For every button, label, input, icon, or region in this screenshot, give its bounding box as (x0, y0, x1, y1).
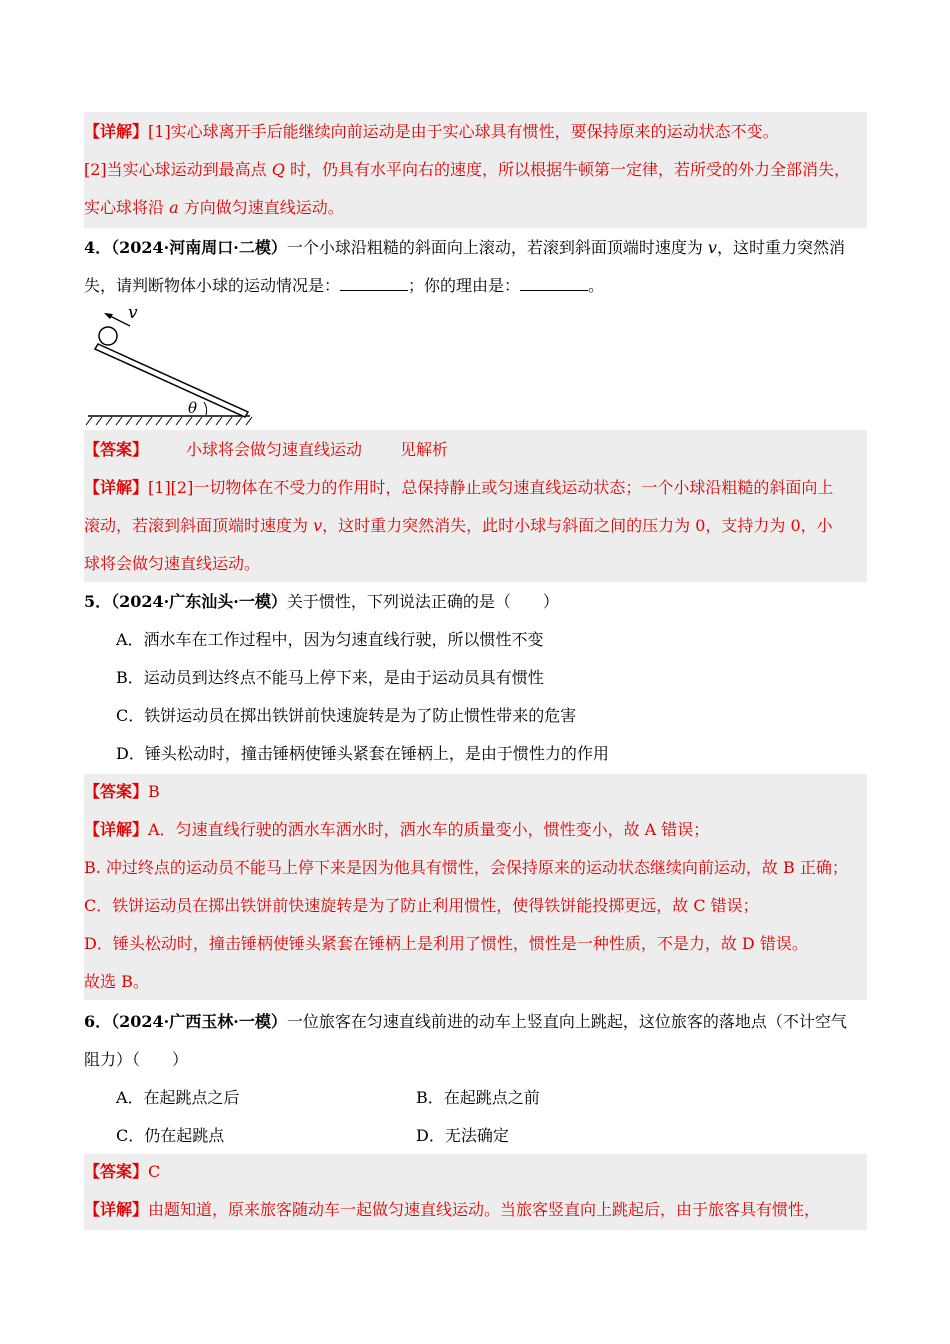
question-text: ；你的理由是： (408, 276, 521, 295)
angle-arc (204, 402, 207, 415)
question-text: 。 (588, 276, 605, 295)
detail-text: 球将会做匀速直线运动。 (84, 554, 261, 573)
detail-text: A．匀速直线行驶的洒水车洒水时，洒水车的质量变小，惯性变小，故 A 错误； (148, 820, 710, 839)
q6-option-b[interactable]: B．在起跳点之前 (416, 1088, 540, 1107)
q6-option-d[interactable]: D．无法确定 (416, 1126, 509, 1145)
variable-v: v (313, 516, 323, 535)
q6-stem-line-2: 阻力）（ ） (84, 1050, 189, 1069)
question-number: 6． (84, 1012, 112, 1031)
q5-detail-line-3: C．铁饼运动员在掷出铁饼前快速旋转是为了防止利用惯性，使得铁饼能投掷更远，故 C 错误； (84, 896, 759, 915)
q5-option-c[interactable]: C．铁饼运动员在掷出铁饼前快速旋转是为了防止惯性带来的危害 (116, 706, 577, 725)
ground-hatching (86, 417, 252, 425)
q6-stem-line-1 (84, 1010, 847, 1034)
question-source: （2024·广西玉林·一模） (111, 1012, 287, 1031)
q5-stem (84, 590, 559, 614)
question-source: （2024·广东汕头·一模） (111, 592, 287, 611)
q4-detail-line-1 (84, 476, 833, 500)
answer-tag: 【答案】 (84, 782, 149, 801)
q5-detail-line-1 (84, 818, 709, 842)
prev-detail-line-3 (84, 196, 344, 220)
detail-text: [1][2]一切物体在不受力的作用时，总保持静止或匀速直线运动状态；一个小球沿粗糙的斜面向上 (148, 478, 834, 497)
velocity-arrowhead (104, 313, 113, 319)
question-text: ，这时重力突然消 (716, 238, 845, 257)
q6-detail-line-1 (84, 1198, 820, 1222)
prev-detail-line-2 (84, 158, 850, 182)
q4-stem-line-2 (84, 274, 604, 298)
answer-tag: 【答案】 (84, 1162, 149, 1181)
prev-detail-block (84, 112, 867, 228)
detail-text: 实心球将沿 (84, 198, 170, 217)
question-text: 失，请判断物体小球的运动情况是： (84, 276, 341, 295)
question-text: 关于惯性，下列说法正确的是（ ） (286, 592, 559, 611)
detail-tag: 【详解】 (84, 1200, 149, 1219)
question-text: 一位旅客在匀速直线前进的动车上竖直向上跳起，这位旅客的落地点（不计空气 (286, 1012, 847, 1031)
q6-answer-line (84, 1160, 160, 1184)
detail-text: [1]实心球离开手后能继续向前运动是由于实心球具有惯性，要保持原来的运动状态不变。 (148, 122, 779, 141)
question-4 (84, 232, 867, 296)
q6-option-c[interactable]: C．仍在起跳点 (116, 1126, 225, 1145)
question-source: （2024·河南周口·二模） (111, 238, 287, 257)
q6-answer-block (84, 1154, 867, 1230)
q5-answer-block (84, 774, 867, 1000)
angle-label: θ (188, 399, 198, 417)
q4-answer-block (84, 430, 867, 582)
ball (99, 327, 117, 345)
answer-text-1: 小球将会做匀速直线运动 (186, 440, 363, 459)
q5-option-b[interactable]: B．运动员到达终点不能马上停下来，是由于运动员具有惯性 (116, 668, 544, 687)
q4-answer-line (84, 438, 448, 462)
q5-detail-line-4: D．锤头松动时，撞击锤柄使锤头紧套在锤柄上是利用了惯性，惯性是一种性质，不是力，故 D 错误。 (84, 934, 808, 953)
detail-text: 由题知道，原来旅客随动车一起做匀速直线运动。当旅客竖直向上跳起后，由于旅客具有惯性， (148, 1200, 821, 1219)
detail-text: 滚动，若滚到斜面顶端时速度为 (84, 516, 314, 535)
q4-detail-line-3 (84, 552, 260, 576)
q6-option-a[interactable]: A．在起跳点之后 (116, 1088, 240, 1107)
variable-a: a (169, 198, 179, 217)
detail-tag: 【详解】 (84, 478, 149, 497)
q5-option-d[interactable]: D．锤头松动时，撞击锤柄使锤头紧套在锤柄上，是由于惯性力的作用 (116, 744, 609, 763)
detail-text: [2]当实心球运动到最高点 (84, 160, 272, 179)
answer-text: C (148, 1162, 161, 1181)
answer-blank-2[interactable] (520, 274, 588, 291)
variable-q: Q (271, 160, 285, 179)
question-5 (84, 586, 867, 772)
detail-tag: 【详解】 (84, 820, 149, 839)
question-text: 一个小球沿粗糙的斜面向上滚动，若滚到斜面顶端时速度为 (286, 238, 708, 257)
question-number: 4． (84, 238, 112, 257)
answer-tag: 【答案】 (84, 440, 149, 459)
answer-text: B (148, 782, 160, 801)
detail-text: ，这时重力突然消失，此时小球与斜面之间的压力为 0，支持力为 0，小 (322, 516, 833, 535)
q5-option-a[interactable]: A．洒水车在工作过程中，因为匀速直线行驶，所以惯性不变 (116, 630, 544, 649)
q4-stem-line-1 (84, 236, 845, 260)
q4-detail-line-2 (84, 514, 833, 538)
question-number: 5． (84, 592, 112, 611)
detail-tag: 【详解】 (84, 122, 149, 141)
q5-answer-line (84, 780, 160, 804)
velocity-label: v (128, 303, 138, 323)
question-6 (84, 1004, 867, 1152)
prev-detail-line-1 (84, 120, 779, 144)
answer-text-2: 见解析 (400, 440, 449, 459)
q5-detail-line-5: 故选 B。 (84, 972, 149, 991)
q5-detail-line-2: B. 冲过终点的运动员不能马上停下来是因为他具有惯性，会保持原来的运动状态继续向前运动，故 B 正确； (84, 858, 848, 877)
incline-plank (95, 344, 248, 417)
detail-text: 方向做匀速直线运动。 (178, 198, 344, 217)
answer-blank-1[interactable] (340, 274, 408, 291)
incline-figure (84, 296, 254, 430)
detail-text: 时，仍具有水平向右的速度，所以根据牛顿第一定律，若所受的外力全部消失， (284, 160, 850, 179)
variable-v: v (707, 238, 717, 257)
